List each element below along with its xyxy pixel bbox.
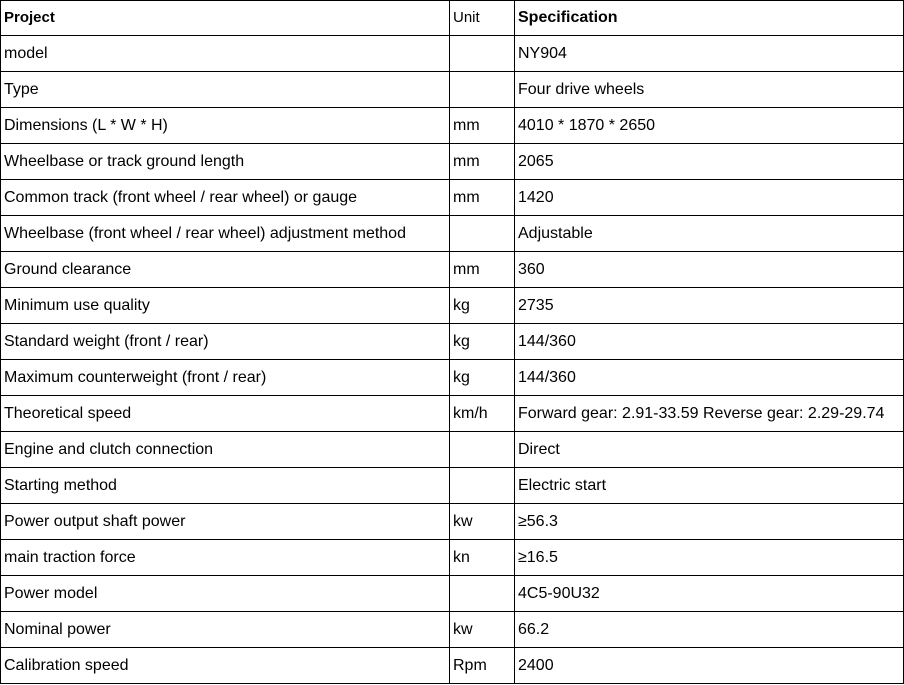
cell-unit: kw	[450, 612, 515, 648]
cell-spec: Direct	[515, 432, 904, 468]
cell-project: Wheelbase or track ground length	[1, 144, 450, 180]
cell-unit	[450, 468, 515, 504]
cell-unit: mm	[450, 144, 515, 180]
cell-project: Power model	[1, 576, 450, 612]
cell-unit: Rpm	[450, 648, 515, 684]
cell-project: Dimensions (L * W * H)	[1, 108, 450, 144]
table-row	[1, 576, 904, 612]
table-row	[1, 648, 904, 684]
cell-project: Calibration speed	[1, 648, 450, 684]
cell-project: Standard weight (front / rear)	[1, 324, 450, 360]
cell-unit: kg	[450, 288, 515, 324]
cell-spec: ≥56.3	[515, 504, 904, 540]
table-row	[1, 216, 904, 252]
cell-project: Maximum counterweight (front / rear)	[1, 360, 450, 396]
cell-spec: 4C5-90U32	[515, 576, 904, 612]
table-row	[1, 36, 904, 72]
cell-spec: 2735	[515, 288, 904, 324]
cell-project: Ground clearance	[1, 252, 450, 288]
cell-spec: 2065	[515, 144, 904, 180]
cell-unit: kg	[450, 360, 515, 396]
table-row	[1, 504, 904, 540]
cell-unit: mm	[450, 180, 515, 216]
cell-unit	[450, 432, 515, 468]
table-row	[1, 432, 904, 468]
cell-unit	[450, 216, 515, 252]
cell-project: model	[1, 36, 450, 72]
cell-spec: 66.2	[515, 612, 904, 648]
table-row	[1, 180, 904, 216]
cell-unit: kw	[450, 504, 515, 540]
cell-spec: 144/360	[515, 360, 904, 396]
cell-spec: Electric start	[515, 468, 904, 504]
table-row	[1, 144, 904, 180]
table-row	[1, 468, 904, 504]
cell-project: Common track (front wheel / rear wheel) or gauge	[1, 180, 450, 216]
table-row	[1, 324, 904, 360]
table-row	[1, 252, 904, 288]
header-project: Project	[1, 1, 450, 36]
cell-unit	[450, 72, 515, 108]
table-row	[1, 108, 904, 144]
table-header-row	[1, 1, 904, 36]
table-row	[1, 360, 904, 396]
table-row	[1, 612, 904, 648]
cell-unit	[450, 36, 515, 72]
cell-spec: 1420	[515, 180, 904, 216]
table-row	[1, 396, 904, 432]
table-body	[1, 36, 904, 684]
cell-project: Starting method	[1, 468, 450, 504]
cell-project: Nominal power	[1, 612, 450, 648]
cell-unit: kg	[450, 324, 515, 360]
cell-spec: Adjustable	[515, 216, 904, 252]
cell-unit	[450, 576, 515, 612]
cell-project: Type	[1, 72, 450, 108]
cell-project: Minimum use quality	[1, 288, 450, 324]
cell-spec: ≥16.5	[515, 540, 904, 576]
cell-spec: 144/360	[515, 324, 904, 360]
cell-spec: 2400	[515, 648, 904, 684]
cell-project: main traction force	[1, 540, 450, 576]
cell-spec: 4010 * 1870 * 2650	[515, 108, 904, 144]
table-row	[1, 540, 904, 576]
table-row	[1, 72, 904, 108]
cell-spec: NY904	[515, 36, 904, 72]
cell-unit: mm	[450, 108, 515, 144]
table-row	[1, 288, 904, 324]
cell-spec: Four drive wheels	[515, 72, 904, 108]
cell-unit: kn	[450, 540, 515, 576]
cell-unit: mm	[450, 252, 515, 288]
cell-spec: 360	[515, 252, 904, 288]
cell-unit: km/h	[450, 396, 515, 432]
cell-project: Engine and clutch connection	[1, 432, 450, 468]
cell-project: Power output shaft power	[1, 504, 450, 540]
header-unit: Unit	[450, 1, 515, 36]
cell-project: Theoretical speed	[1, 396, 450, 432]
cell-spec: Forward gear: 2.91-33.59 Reverse gear: 2.29-29.74	[515, 396, 904, 432]
cell-project: Wheelbase (front wheel / rear wheel) adjustment method	[1, 216, 450, 252]
header-specification: Specification	[515, 1, 904, 36]
